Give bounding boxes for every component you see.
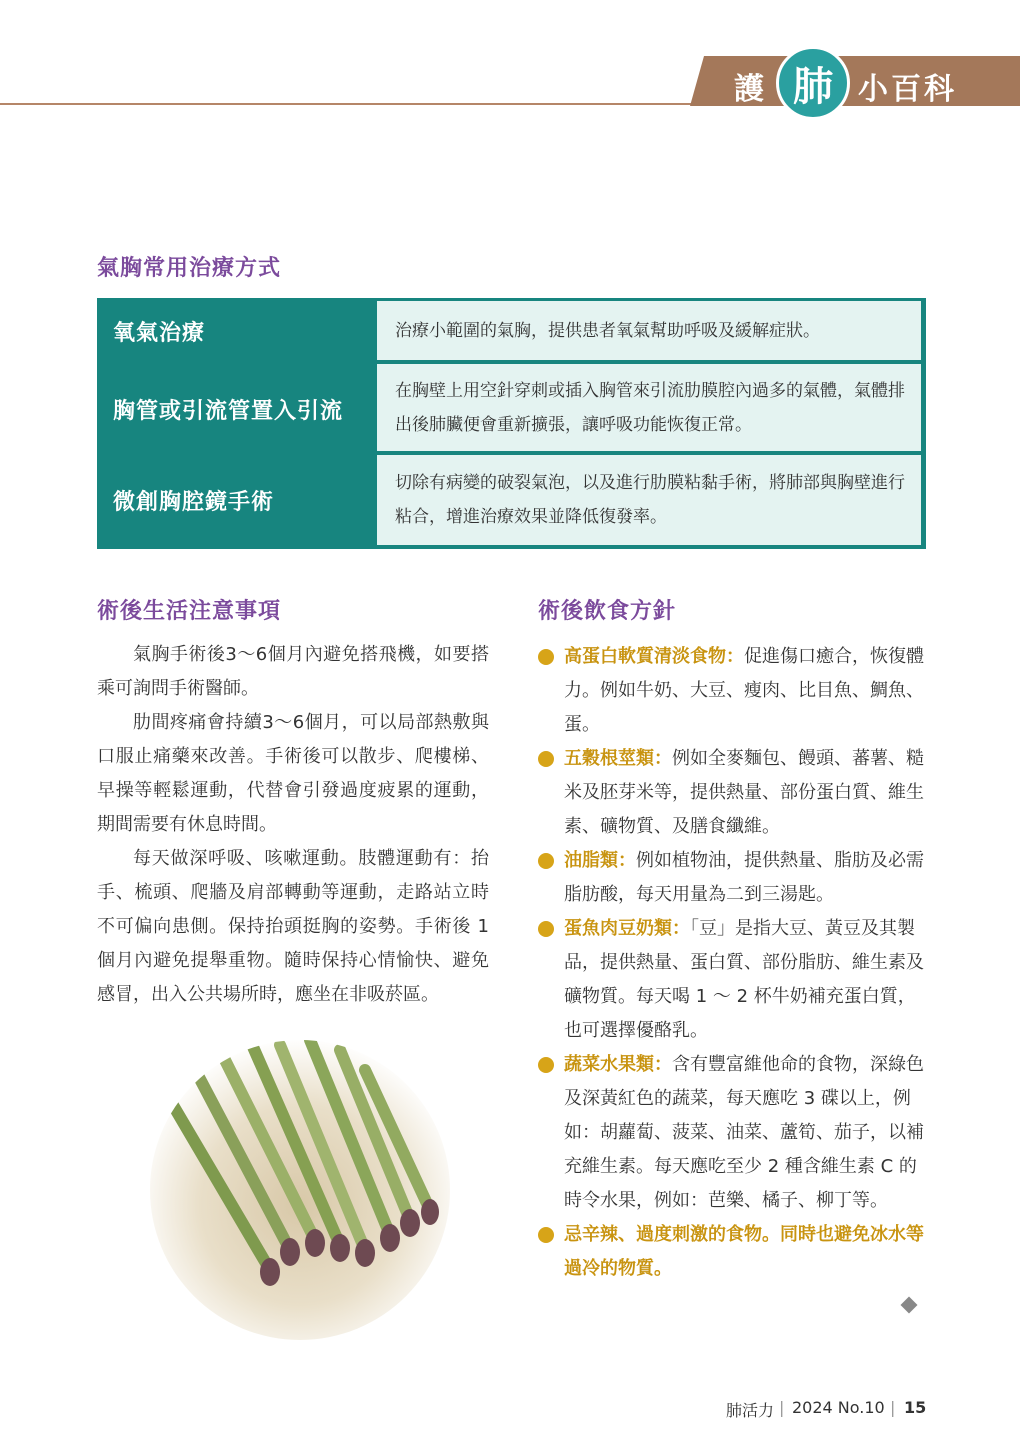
footer-page-number: 15 [904,1398,927,1417]
end-diamond-icon [901,1297,918,1314]
list-item [538,1218,928,1286]
item-text: 例如植物油，提供熱量、脂肪及必需脂肪酸，每天用量為二到三湯匙。 [564,850,924,905]
bullet-icon [538,1057,554,1073]
left-section-body [97,638,489,1012]
bullet-icon [538,1227,554,1243]
table-row-description: 治療小範圍的氣胸，提供患者氧氣幫助呼吸及緩解症狀。 [377,301,921,360]
table-row-heading: 胸管或引流管置入引流 [113,399,344,424]
paragraph: 氣胸手術後3～6個月內避免搭飛機，如要搭乘可詢問手術醫師。 [97,644,489,699]
footer-magazine: 肺活力 [726,1401,775,1420]
table-title: 氣胸常用治療方式 [97,256,282,281]
footer-divider: | [890,1398,896,1417]
header-right-text: 小百科 [858,72,957,107]
right-section-title: 術後飲食方針 [538,599,677,624]
table-row-description: 在胸壁上用空針穿刺或插入胸管來引流肋膜腔內過多的氣體，氣體排出後肺臟便會重新擴張，讓呼吸功能恢復正常。 [377,364,921,451]
item-label: 油脂類： [564,850,636,871]
item-text: 促進傷口癒合，恢復體力。例如牛奶、大豆、瘦肉、比目魚、鯛魚、蛋。 [564,646,924,735]
list-item [538,742,928,844]
list-item [538,912,928,1048]
paragraph: 肋間疼痛會持續3～6個月，可以局部熱敷與口服止痛藥來改善。手術後可以散步、爬樓梯、早操等輕鬆運動，代替會引發過度疲累的運動，期間需要有休息時間。 [97,712,489,835]
item-text: 例如全麥麵包、饅頭、蕃薯、糙米及胚芽米等，提供熱量、部份蛋白質、維生素、礦物質、及膳食纖維。 [564,748,924,837]
list-item [538,1048,928,1218]
footer-issue: 2024 No.10 [792,1398,885,1417]
asparagus-photo [150,1040,450,1340]
table-row-heading: 微創胸腔鏡手術 [113,490,275,515]
item-label: 蔬菜水果類： [564,1054,672,1075]
header-left-text: 護 [734,72,765,107]
table-row [97,453,926,549]
bullet-icon [538,649,554,665]
table-row [97,298,926,362]
bullet-icon [538,751,554,767]
item-label: 蛋魚肉豆奶類： [564,918,690,939]
paragraph: 每天做深呼吸、咳嗽運動。肢體運動有：抬手、梳頭、爬牆及肩部轉動等運動，走路站立時不可偏向患側。保持抬頭挺胸的姿勢。手術後 1 個月內避免提舉重物。隨時保持心情愉快、避免感冒，出入公共場所時，應坐在非吸菸區。 [97,848,489,1005]
list-item [538,844,928,912]
table-row-description: 切除有病變的破裂氣泡，以及進行肋膜粘黏手術，將肺部與胸壁進行粘合，增進治療效果並降低復發率。 [377,455,921,545]
footer-divider: | [779,1398,785,1417]
item-text: 「豆」是指大豆、黃豆及其製品，提供熱量、蛋白質、部份脂肪、維生素及礦物質。每天喝 1 ～ 2 杯牛奶補充蛋白質，也可選擇優酪乳。 [564,918,924,1041]
bullet-icon [538,853,554,869]
item-text: 含有豐富維他命的食物，深綠色及深黃紅色的蔬菜，每天應吃 3 碟以上，例如：胡蘿蔔、菠菜、油菜、蘆筍、茄子，以補充維生素。每天應吃至少 2 種含維生素 C 的時令水果，例如：芭樂、橘子、柳丁等。 [564,1054,924,1211]
item-label: 五穀根莖類： [564,748,672,769]
item-label: 高蛋白軟質清淡食物： [564,646,744,667]
header-rule [0,103,700,105]
diet-list [538,640,928,1286]
header-circle-badge: 肺 [776,46,850,120]
list-item [538,640,928,742]
table-row [97,362,926,453]
treatment-table [97,298,926,549]
item-label: 忌辛辣、過度刺激的食物。同時也避免冰水等過冷的物質。 [564,1224,924,1279]
left-section-title: 術後生活注意事項 [97,599,282,624]
table-row-heading: 氧氣治療 [113,321,206,346]
bullet-icon [538,921,554,937]
